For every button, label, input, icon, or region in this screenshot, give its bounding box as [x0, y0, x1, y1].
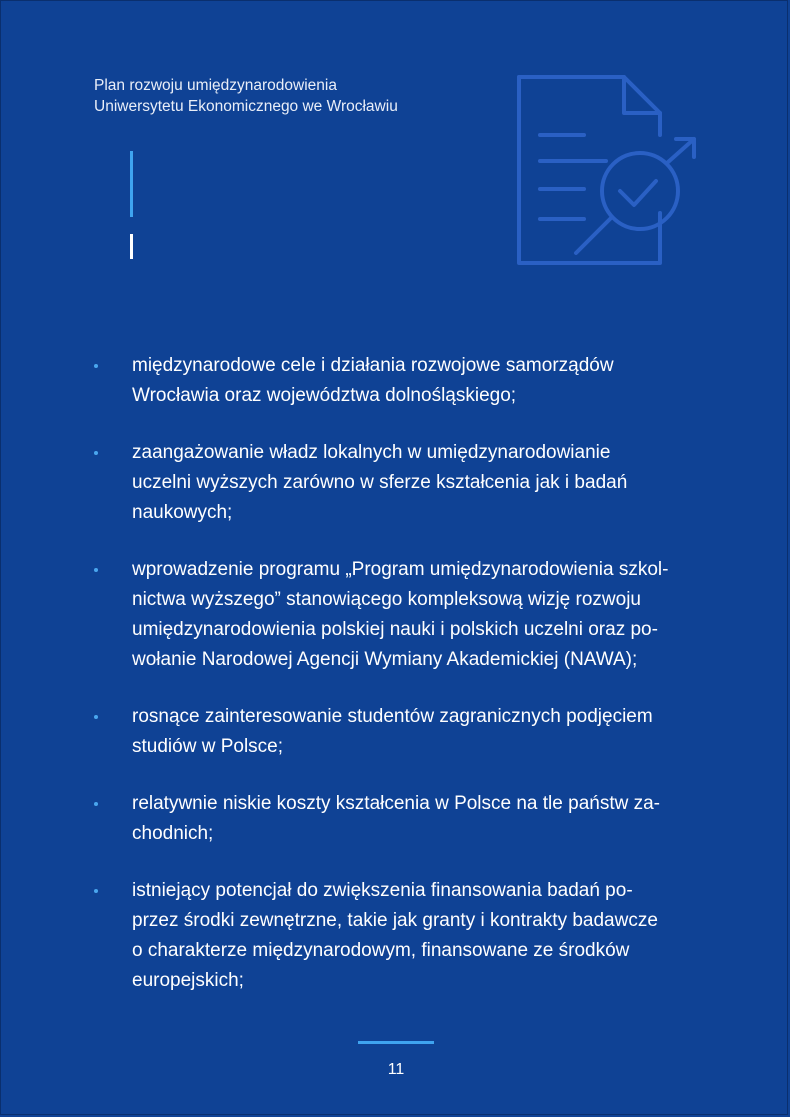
- bullet-text: [132, 438, 714, 528]
- bullet-text: [132, 555, 714, 675]
- bullet-line: wołanie Narodowej Agencji Wymiany Akademickiej (NAWA);: [132, 649, 638, 670]
- bullet-line: studiów w Polsce;: [132, 736, 284, 757]
- document-check-icon: [514, 71, 704, 271]
- list-item: [94, 876, 714, 996]
- decorative-accent-line: [130, 151, 133, 259]
- list-item: [94, 702, 714, 762]
- bullet-list: [94, 351, 714, 1023]
- bullet-dot: [94, 715, 98, 719]
- list-item: [94, 438, 714, 528]
- document-title-line-2: Uniwersytetu Ekonomicznego we Wrocławiu: [94, 98, 398, 115]
- bullet-text: [132, 351, 714, 411]
- bullet-dot: [94, 568, 98, 572]
- bullet-text: [132, 876, 714, 996]
- bullet-line: Wrocławia oraz województwa dolnośląskiego;: [132, 385, 517, 406]
- bullet-line: nictwa wyższego” stanowiącego kompleksową wizję rozwoju: [132, 589, 641, 610]
- bullet-line: rosnące zainteresowanie studentów zagranicznych podjęciem: [132, 706, 653, 727]
- accent-line-white: [130, 234, 133, 259]
- document-title: [94, 75, 398, 117]
- bullet-line: uczelni wyższych zarówno w sferze kształcenia jak i badań: [132, 472, 628, 493]
- bullet-line: chodnich;: [132, 823, 214, 844]
- accent-line-blue: [130, 151, 133, 217]
- bullet-line: przez środki zewnętrzne, takie jak granty i kontrakty badawcze: [132, 910, 658, 931]
- bullet-line: europejskich;: [132, 970, 244, 991]
- list-item: [94, 555, 714, 675]
- bullet-dot: [94, 364, 98, 368]
- document-title-line-1: Plan rozwoju umiędzynarodowienia: [94, 77, 337, 94]
- bullet-line: istniejący potencjał do zwiększenia finansowania badań po-: [132, 880, 633, 901]
- page-number: 11: [387, 1061, 405, 1078]
- bullet-dot: [94, 802, 98, 806]
- bullet-dot: [94, 451, 98, 455]
- list-item: [94, 789, 714, 849]
- bullet-text: [132, 702, 714, 762]
- bullet-line: wprowadzenie programu „Program umiędzynarodowienia szkol-: [132, 559, 669, 580]
- page-number-rule: [358, 1041, 434, 1044]
- bullet-dot: [94, 889, 98, 893]
- bullet-text: [132, 789, 714, 849]
- bullet-line: relatywnie niskie koszty kształcenia w Polsce na tle państw za-: [132, 793, 661, 814]
- bullet-line: naukowych;: [132, 502, 233, 523]
- list-item: [94, 351, 714, 411]
- bullet-line: zaangażowanie władz lokalnych w umiędzynarodowianie: [132, 442, 611, 463]
- bullet-line: o charakterze międzynarodowym, finansowane ze środków: [132, 940, 630, 961]
- bullet-line: umiędzynarodowienia polskiej nauki i polskich uczelni oraz po-: [132, 619, 658, 640]
- bullet-line: międzynarodowe cele i działania rozwojowe samorządów: [132, 355, 614, 376]
